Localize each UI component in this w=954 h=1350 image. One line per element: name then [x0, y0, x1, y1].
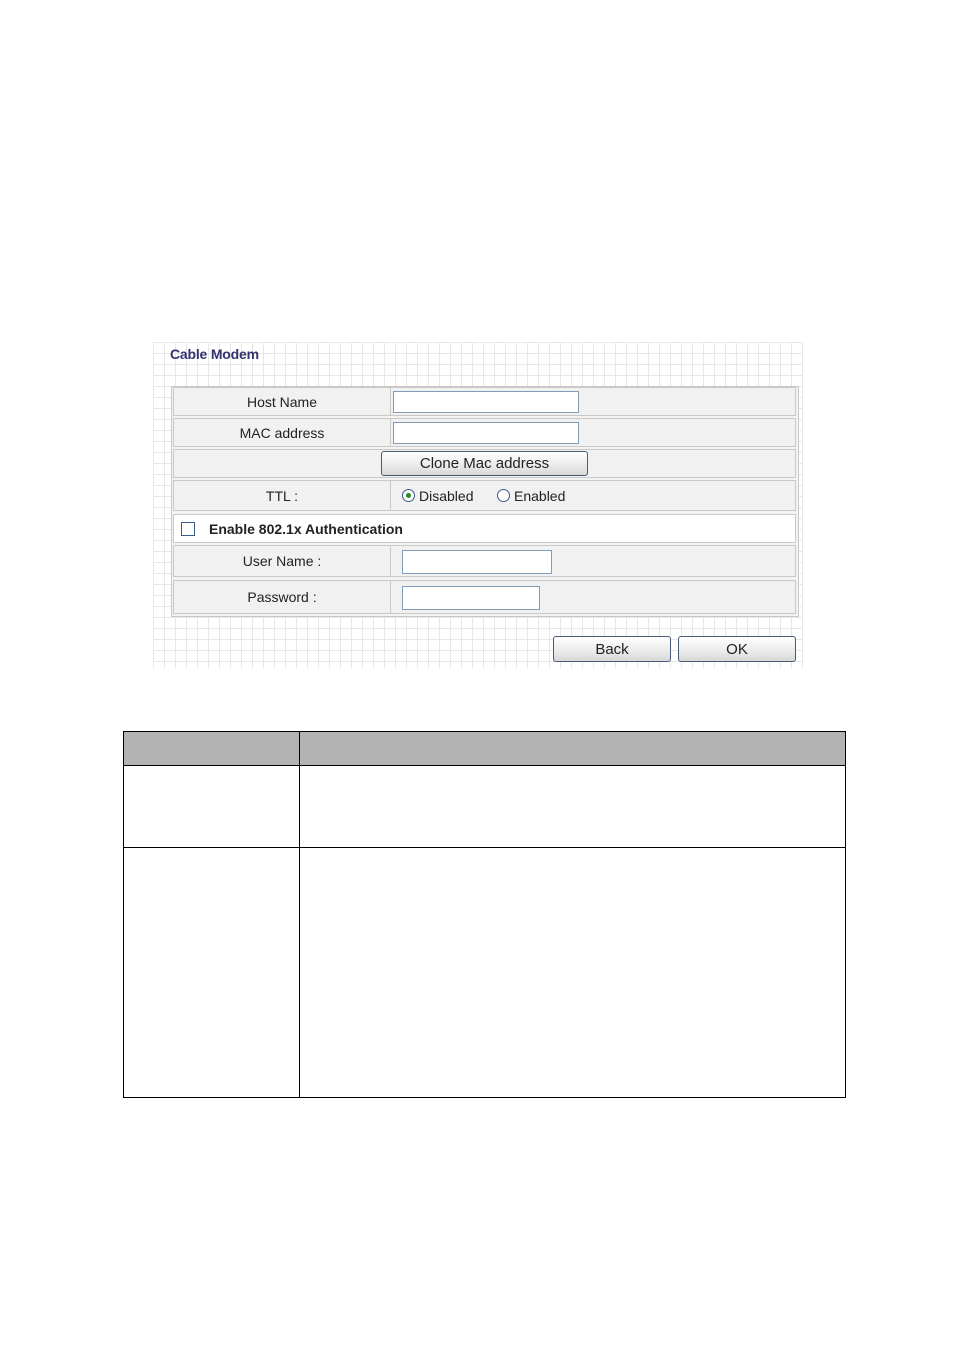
mac-address-input[interactable] [393, 422, 579, 444]
user-name-row [173, 545, 796, 577]
cable-modem-form [171, 386, 799, 617]
table-header-cell [124, 732, 300, 766]
ttl-disabled-option[interactable] [402, 481, 473, 510]
enable-8021x-checkbox[interactable] [181, 522, 195, 536]
mac-address-label: MAC address [174, 419, 391, 446]
radio-checked-icon[interactable] [402, 489, 415, 502]
table-cell [300, 848, 846, 1098]
clone-mac-address-button[interactable]: Clone Mac address [381, 451, 588, 476]
table-cell [300, 766, 846, 848]
description-table [123, 731, 846, 1098]
user-name-input[interactable] [402, 550, 552, 574]
host-name-row [173, 387, 796, 416]
table-header-row [124, 732, 846, 766]
ok-button[interactable]: OK [678, 636, 796, 662]
auth-row [173, 514, 796, 543]
ttl-enabled-option[interactable] [497, 481, 565, 510]
radio-unchecked-icon[interactable] [497, 489, 510, 502]
table-cell [124, 766, 300, 848]
mac-address-row [173, 418, 796, 447]
cable-modem-panel [153, 342, 803, 668]
table-cell [124, 848, 300, 1098]
ttl-disabled-label: Disabled [419, 487, 474, 504]
password-label: Password : [174, 581, 391, 613]
host-name-input[interactable] [393, 391, 579, 413]
table-row [124, 848, 846, 1098]
panel-title: Cable Modem [170, 346, 259, 362]
host-name-label: Host Name [174, 388, 391, 415]
ttl-row [173, 480, 796, 511]
table-header-cell [300, 732, 846, 766]
enable-8021x-label: Enable 802.1x Authentication [209, 520, 403, 537]
clone-row [173, 449, 796, 478]
ttl-enabled-label: Enabled [514, 487, 566, 504]
password-row [173, 580, 796, 614]
table-row [124, 766, 846, 848]
password-input[interactable] [402, 586, 540, 610]
user-name-label: User Name : [174, 546, 391, 576]
ttl-label: TTL : [174, 481, 391, 510]
back-button[interactable]: Back [553, 636, 671, 662]
